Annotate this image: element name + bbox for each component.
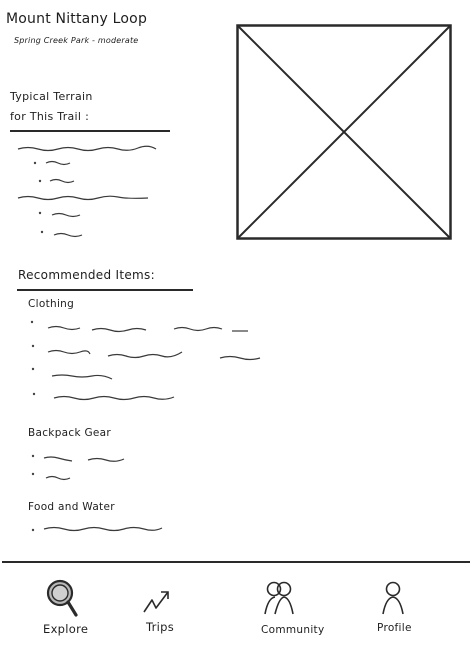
terrain-heading-line2: for This Trail : (10, 110, 90, 123)
food-water-heading: Food and Water (28, 501, 115, 513)
trail-subtitle: Spring Creek Park - moderate (14, 36, 139, 45)
backpack-gear-heading: Backpack Gear (28, 427, 112, 439)
nav-explore[interactable] (38, 578, 108, 638)
terrain-heading-line1: Typical Terrain (10, 90, 93, 103)
people-icon (261, 580, 297, 616)
trend-arrow-icon (142, 588, 172, 616)
food-scribble-list (0, 518, 200, 538)
trail-image-placeholder (236, 24, 452, 240)
terrain-scribble-list (0, 135, 230, 245)
nav-profile[interactable] (374, 578, 434, 640)
nav-community-label: Community (261, 624, 325, 636)
recommended-divider (17, 289, 193, 291)
nav-trips[interactable] (140, 578, 200, 638)
clothing-heading: Clothing (28, 298, 75, 310)
person-icon (380, 580, 406, 616)
terrain-divider (10, 130, 170, 132)
clothing-scribble-list (0, 312, 280, 412)
terrain-heading (10, 87, 93, 127)
nav-explore-label: Explore (43, 622, 89, 636)
bottom-nav-divider (2, 561, 470, 563)
recommended-heading: Recommended Items: (18, 268, 155, 282)
backpack-scribble-list (0, 444, 200, 486)
trail-title: Mount Nittany Loop (6, 11, 148, 27)
nav-profile-label: Profile (377, 622, 412, 634)
nav-community[interactable] (258, 578, 338, 640)
nav-trips-label: Trips (146, 620, 175, 634)
magnifier-icon (43, 578, 79, 620)
